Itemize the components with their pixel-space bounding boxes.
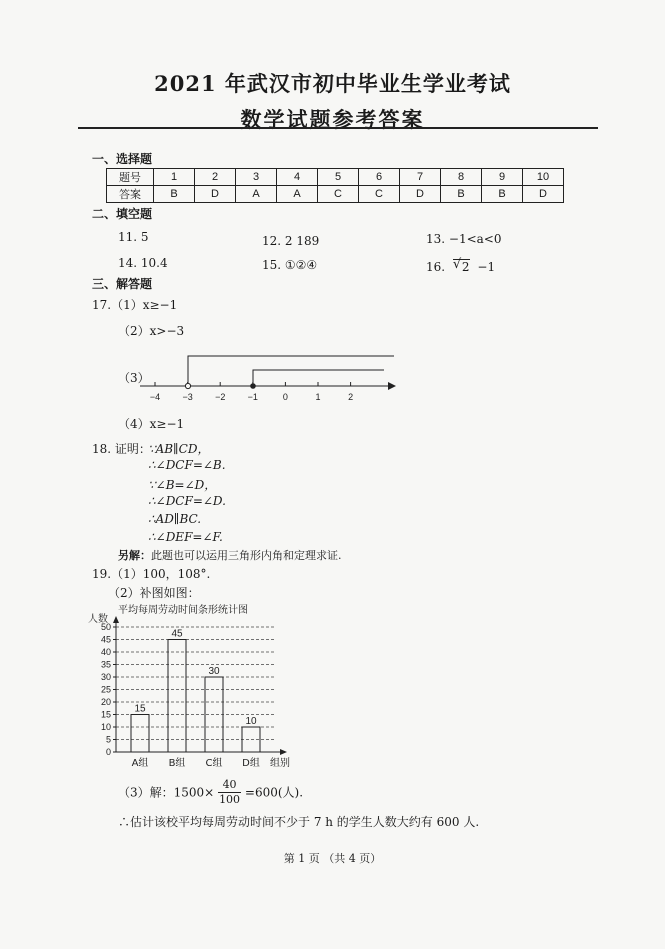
answer-q16-number: 16.: [426, 260, 446, 274]
fraction-denominator: 100: [219, 793, 241, 806]
answer-q17-1: 17.（1）x≥−1: [92, 298, 178, 312]
answer-cell: B: [154, 186, 195, 203]
question-number: 10: [523, 169, 564, 186]
bar: [168, 640, 186, 753]
number-line-label: 1: [315, 392, 321, 402]
answer-q17-3: （3）: [118, 371, 150, 385]
fraction: [218, 778, 241, 807]
number-line-label: −3: [182, 392, 193, 402]
answer-cell: D: [523, 186, 564, 203]
answer-q16-suffix: −1: [477, 260, 496, 274]
question-number: 4: [277, 169, 318, 186]
section-multiple-choice-heading: 一、选择题: [92, 152, 153, 166]
bar-value-label: 15: [134, 703, 146, 715]
table-header-answer: 答案: [107, 186, 154, 203]
question-number: 1: [154, 169, 195, 186]
answer-q19-3: [118, 778, 303, 807]
proof-line: ∴AD∥BC.: [148, 512, 202, 526]
answer-cell: C: [359, 186, 400, 203]
answer-q18-label: 18. 证明：: [92, 442, 151, 456]
category-label: D组: [242, 758, 260, 769]
number-line-label: −4: [149, 392, 161, 402]
answer-cell: D: [400, 186, 441, 203]
answer-q19-2: （2）补图如图：: [108, 586, 200, 600]
y-tick-label: 45: [100, 634, 111, 645]
y-tick-label: 20: [100, 697, 111, 707]
sqrt-symbol: √ 2: [452, 257, 470, 274]
open-point-neg3: [185, 383, 190, 388]
proof-line: ∴∠DCF=∠D.: [148, 494, 226, 508]
y-tick-label: 5: [105, 734, 111, 745]
answer-q12: 12. 2 189: [262, 234, 320, 248]
fraction-numerator: 40: [218, 778, 241, 793]
bar-value-label: 45: [171, 628, 183, 640]
chart-title: 平均每周劳动时间条形统计图: [118, 605, 248, 616]
proof-line: ∴∠DCF=∠B.: [148, 458, 226, 472]
title-divider: [78, 127, 598, 129]
page-subtitle: 数学试题参考答案: [240, 107, 425, 132]
question-number: 7: [400, 169, 441, 186]
question-number: 8: [441, 169, 482, 186]
section-fill-in-heading: 二、填空题: [92, 207, 153, 221]
page-title: 2021 年武汉市初中毕业生学业考试: [154, 71, 511, 96]
solution-ray-upper: [188, 356, 394, 386]
number-line-arrow: [388, 382, 396, 390]
y-tick-label: 35: [100, 659, 111, 670]
alt-solution-text: 此题也可以运用三角形内角和定理求证.: [151, 549, 342, 562]
conclusion-text: ∴估计该校平均每周劳动时间不少于 7 h 的学生人数大约有 600 人.: [118, 815, 480, 829]
y-axis-label: 人数: [88, 614, 108, 625]
category-label: B组: [168, 758, 186, 769]
question-number: 9: [482, 169, 523, 186]
x-axis-arrow: [280, 749, 287, 755]
answer-q17-2: （2）x>−3: [118, 324, 185, 338]
y-axis-arrow: [113, 616, 119, 623]
number-line-diagram: [130, 350, 410, 405]
answer-cell: B: [441, 186, 482, 203]
answer-q15: 15. ①②④: [262, 258, 318, 272]
x-axis-label: 组别: [270, 758, 290, 769]
y-tick-label: 15: [100, 709, 111, 720]
number-line-label: 0: [282, 392, 288, 402]
bar-value-label: 10: [245, 716, 257, 727]
closed-point-neg1: [250, 383, 256, 389]
answer-cell: B: [482, 186, 523, 203]
y-tick-label: 40: [100, 647, 111, 657]
answer-cell: A: [236, 186, 277, 203]
answer-cell: D: [195, 186, 236, 203]
number-line-label: −2: [215, 392, 226, 402]
number-line-label: −1: [247, 392, 258, 402]
bar-chart: [88, 612, 308, 777]
answer-cell: A: [277, 186, 318, 203]
proof-line: ∴∠DEF=∠F.: [148, 530, 223, 544]
proof-line: ∵AB∥CD，: [148, 442, 210, 456]
y-tick-label: 25: [100, 684, 111, 695]
proof-line: ∵∠B=∠D，: [148, 478, 217, 492]
category-label: C组: [205, 758, 223, 769]
question-number: 3: [236, 169, 277, 186]
bar: [131, 715, 149, 753]
y-tick-label: 50: [100, 622, 111, 632]
answer-q19-1: 19.（1）100，108°.: [92, 567, 211, 581]
y-tick-label: 30: [100, 672, 111, 682]
answer-table: [106, 168, 564, 203]
question-number: 5: [318, 169, 359, 186]
section-solutions-heading: 三、解答题: [92, 277, 153, 291]
sqrt-radicand: 2: [461, 260, 470, 274]
answer-table-answer-row: [107, 186, 564, 203]
table-header-question: 题号: [107, 169, 154, 186]
answer-q16: [426, 259, 495, 274]
question-number: 6: [359, 169, 400, 186]
answer-q17-4: （4）x≥−1: [118, 417, 185, 431]
category-label: A组: [131, 758, 149, 769]
calc-prefix: （3）解：1500×: [118, 785, 215, 800]
question-number: 2: [195, 169, 236, 186]
alt-solution-label: 另解：: [118, 549, 151, 562]
answer-q13: 13. −1<a<0: [426, 232, 502, 246]
y-tick-label: 0: [105, 747, 111, 757]
bar-value-label: 30: [208, 666, 220, 677]
calc-suffix: =600(人).: [244, 785, 304, 800]
number-line-label: 2: [348, 392, 354, 402]
answer-table-number-row: [107, 169, 564, 186]
answer-q11: 11. 5: [118, 230, 149, 244]
answer-cell: C: [318, 186, 359, 203]
page-number: 第 1 页 （共 4 页）: [283, 852, 382, 865]
answer-q14: 14. 10.4: [118, 256, 168, 270]
alt-solution: [118, 547, 342, 563]
y-tick-label: 10: [100, 722, 111, 732]
